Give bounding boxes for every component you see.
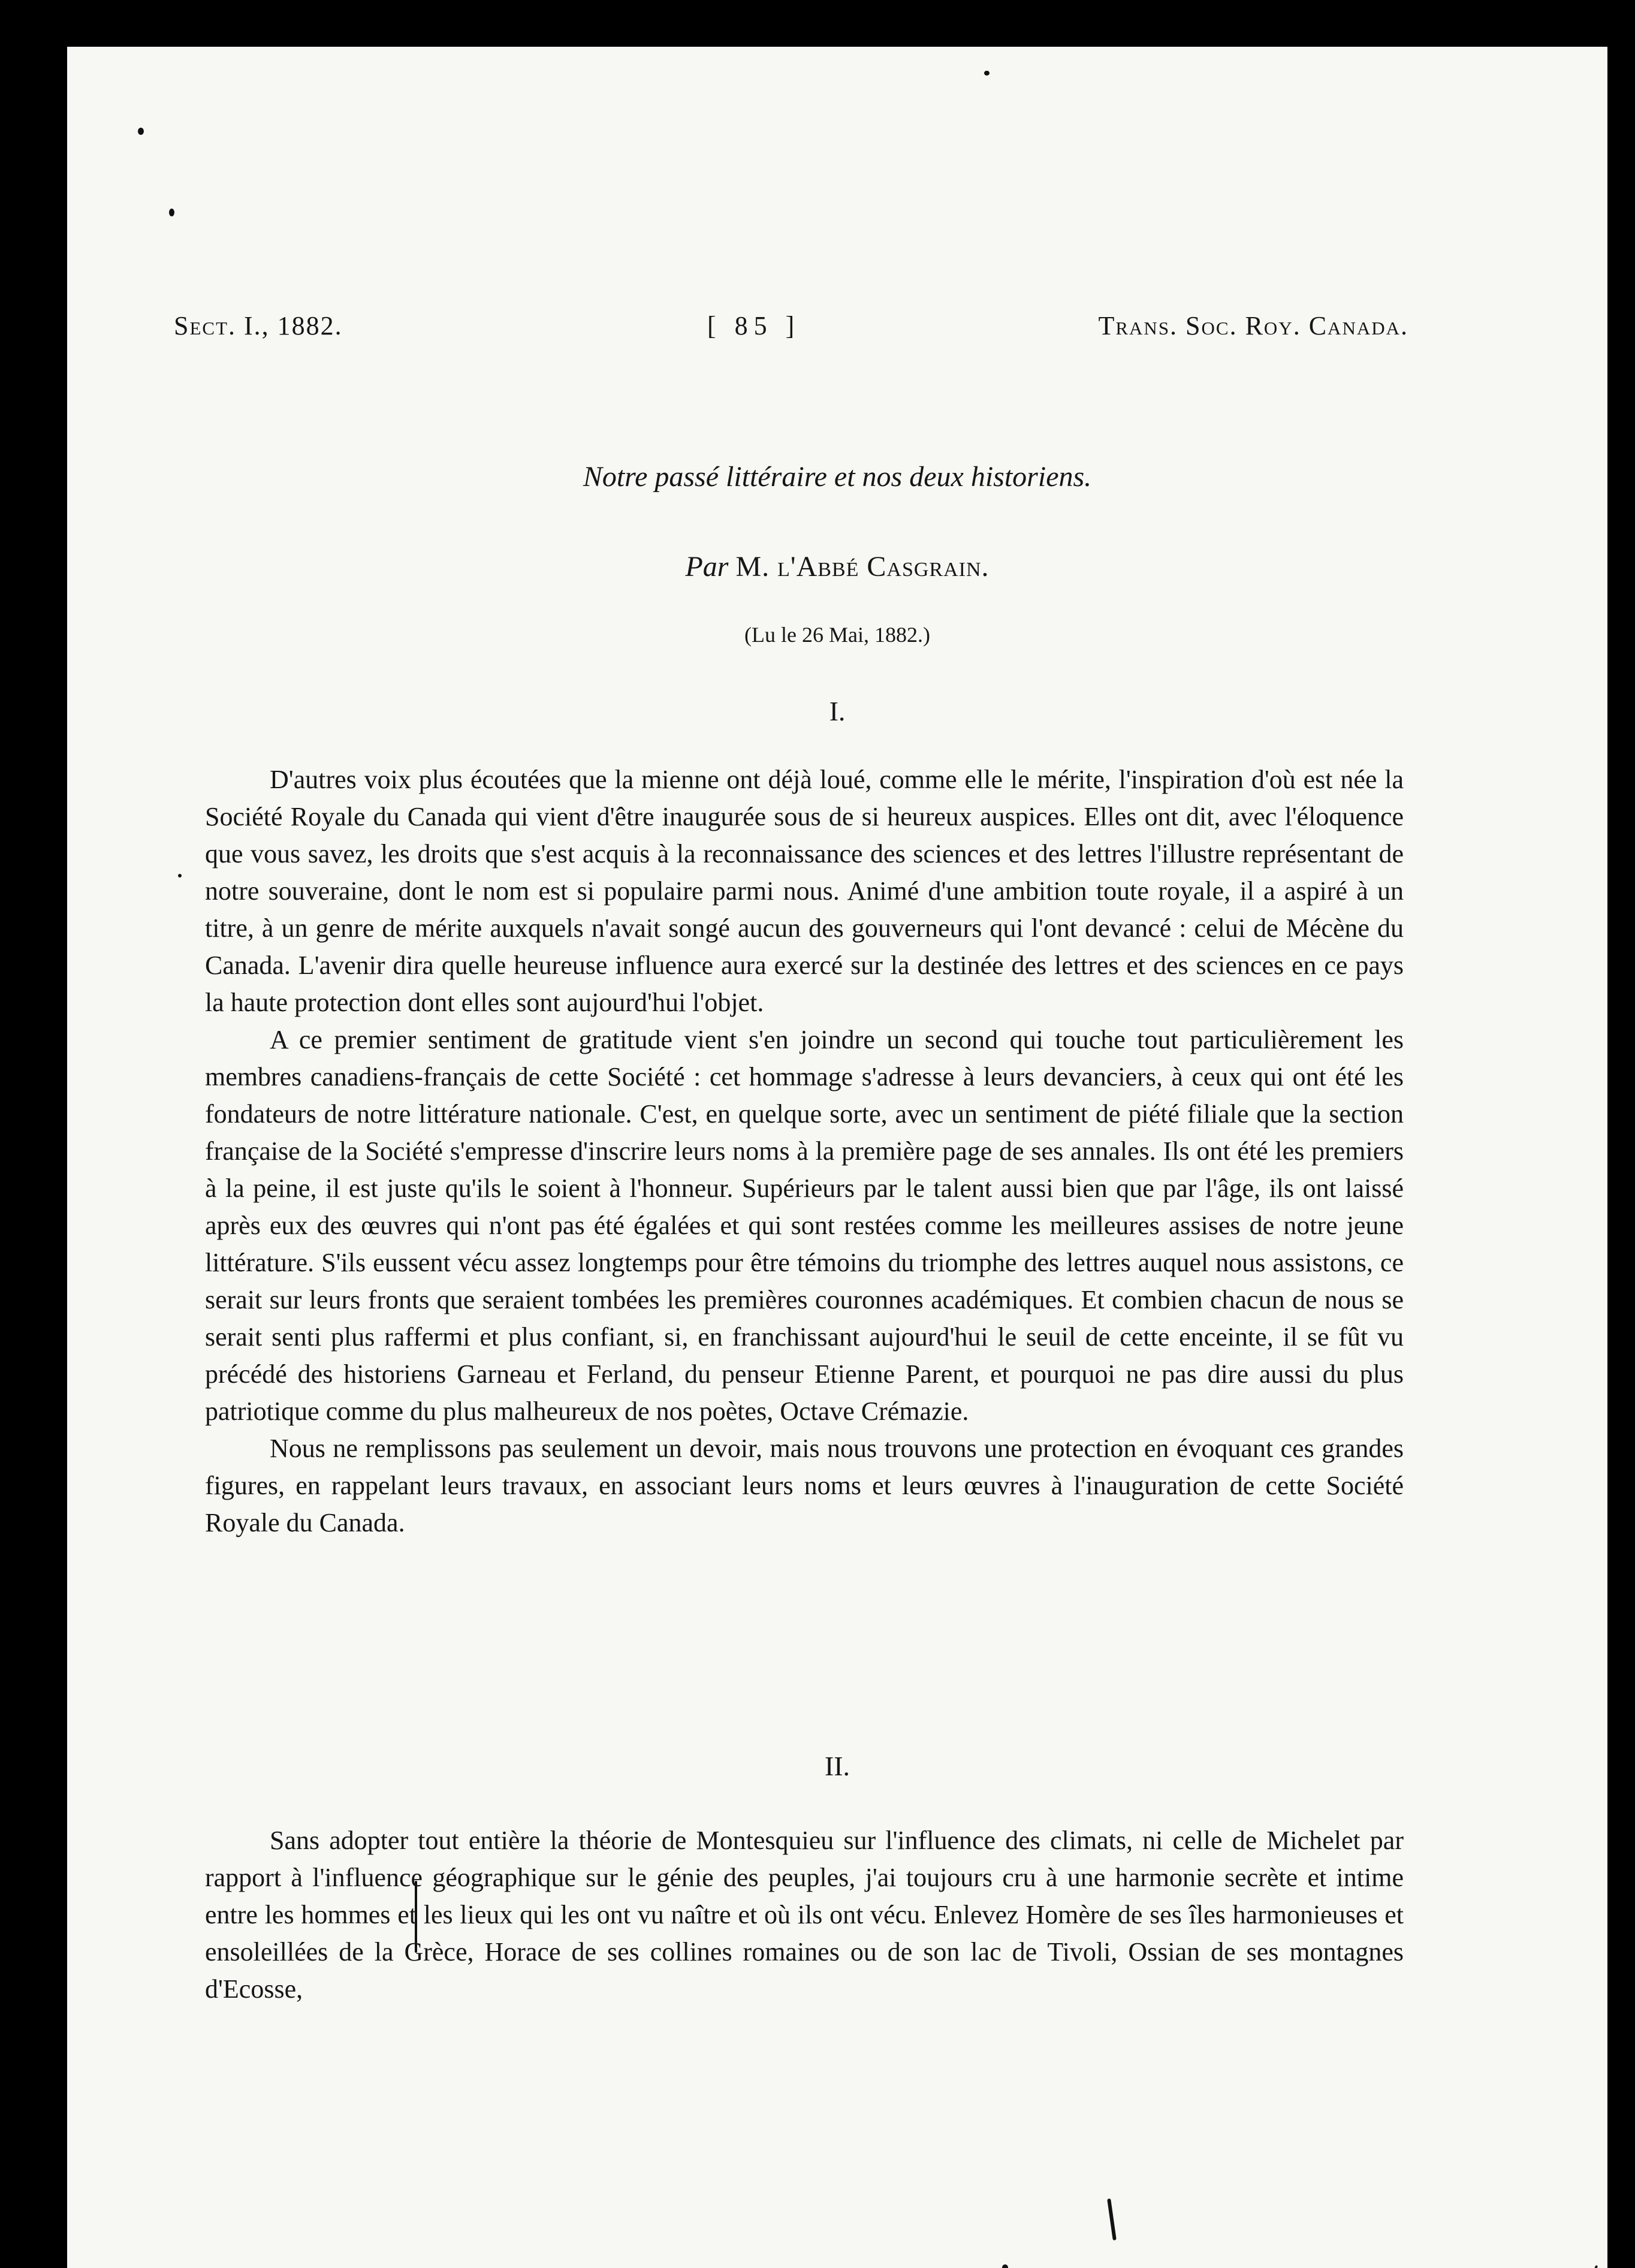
dateline: (Lu le 26 Mai, 1882.) [744, 623, 930, 647]
byline-prefix: Par [685, 551, 729, 583]
running-head [174, 310, 1408, 346]
section-number: II. [824, 1751, 850, 1781]
ink-speck [138, 128, 144, 135]
running-head-section: Sect. I., 1882. [174, 311, 343, 340]
section-number: I. [829, 696, 846, 726]
paragraph: Nous ne remplissons pas seulement un devoir, mais nous trouvons une protection en évoquant ces grandes figures, en rappelant leurs travaux, en associant leurs noms et leurs œuvres à l'inauguration de cette Société Royale du Canada. [205, 1434, 1404, 1537]
paragraph: A ce premier sentiment de gratitude vient s'en joindre un second qui touche tout particulièrement les membres canadiens-français de cette Société : cet hommage s'adresse à leurs devanciers, à ceux qui ont été les fondateurs de notre littérature nationale. C'est, en quelque sorte, avec un sentiment de piété filiale que la section française de la Société s'empresse d'inscrire leurs noms à la première page de ses annales. Ils ont été les premiers à la peine, il est juste qu'ils le soient à l'honneur. Supérieurs par le talent aussi bien que par l'âge, ils ont laissé après eux des œuvres qui n'ont pas été égalées et qui sont restées comme les meilleures assises de notre jeune littérature. S'ils eussent vécu assez longtemps pour être témoins du triomphe des lettres auquel nous assistons, ce serait sur leurs fronts que seraient tombées les premières couronnes académiques. Et combien chacun de nous se serait senti plus raffermi et plus confiant, si, en franchissant aujourd'hui le seuil de cette enceinte, il se fût vu précédé des historiens Garneau et Ferland, du penseur Etienne Parent, et pourquoi ne pas dire aussi du plus patriotique comme du plus malheureux de nos poètes, Octave Crémazie. [205, 1025, 1404, 1426]
paragraph: Sans adopter tout entière la théorie de Montesquieu sur l'influence des climats, ni celle de Michelet par rapport à l'influence géographique sur le génie des peuples, j'ai toujours cru à une harmonie secrète et intime entre les hommes et les lieux qui les ont vu naître et où ils ont vécu. Enlevez Homère de ses îles harmonieuses et ensoleillées de la Grèce, Horace de ses collines romaines ou de son lac de Tivoli, Ossian de ses montagnes d'Ecosse, [205, 1826, 1404, 2004]
ink-speck [1583, 2265, 1598, 2268]
section-body [205, 761, 1404, 1542]
page [67, 47, 1607, 2268]
running-head-journal: Trans. Soc. Roy. Canada. [1098, 311, 1408, 340]
ink-speck [984, 71, 990, 76]
ink-speck [1107, 2198, 1117, 2240]
ink-speck [178, 874, 182, 877]
ink-speck [1002, 2264, 1008, 2268]
byline [67, 550, 1607, 583]
ink-speck [169, 209, 174, 216]
page-number: [ 85 ] [707, 311, 801, 340]
author-name: M. l'Abbé Casgrain. [735, 551, 990, 583]
article-title: Notre passé littéraire et nos deux historiens. [583, 461, 1092, 493]
paragraph: D'autres voix plus écoutées que la mienne ont déjà loué, comme elle le mérite, l'inspiration d'où est née la Société Royale du Canada qui vient d'être inaugurée sous de si heureux auspices. Elles ont dit, avec l'éloquence que vous savez, les droits que s'est acquis à la reconnaissance des sciences et des lettres l'illustre représentant de notre souveraine, dont le nom est si populaire parmi nous. Animé d'une ambition toute royale, il a aspiré à un titre, à un genre de mérite auxquels n'avait songé aucun des gouverneurs qui l'ont devancé : celui de Mécène du Canada. L'avenir dira quelle heureuse influence aura exercé sur la destinée des lettres et des sciences en ce pays la haute protection dont elles sont aujourd'hui l'objet. [205, 765, 1404, 1017]
section-body [205, 1822, 1404, 2008]
